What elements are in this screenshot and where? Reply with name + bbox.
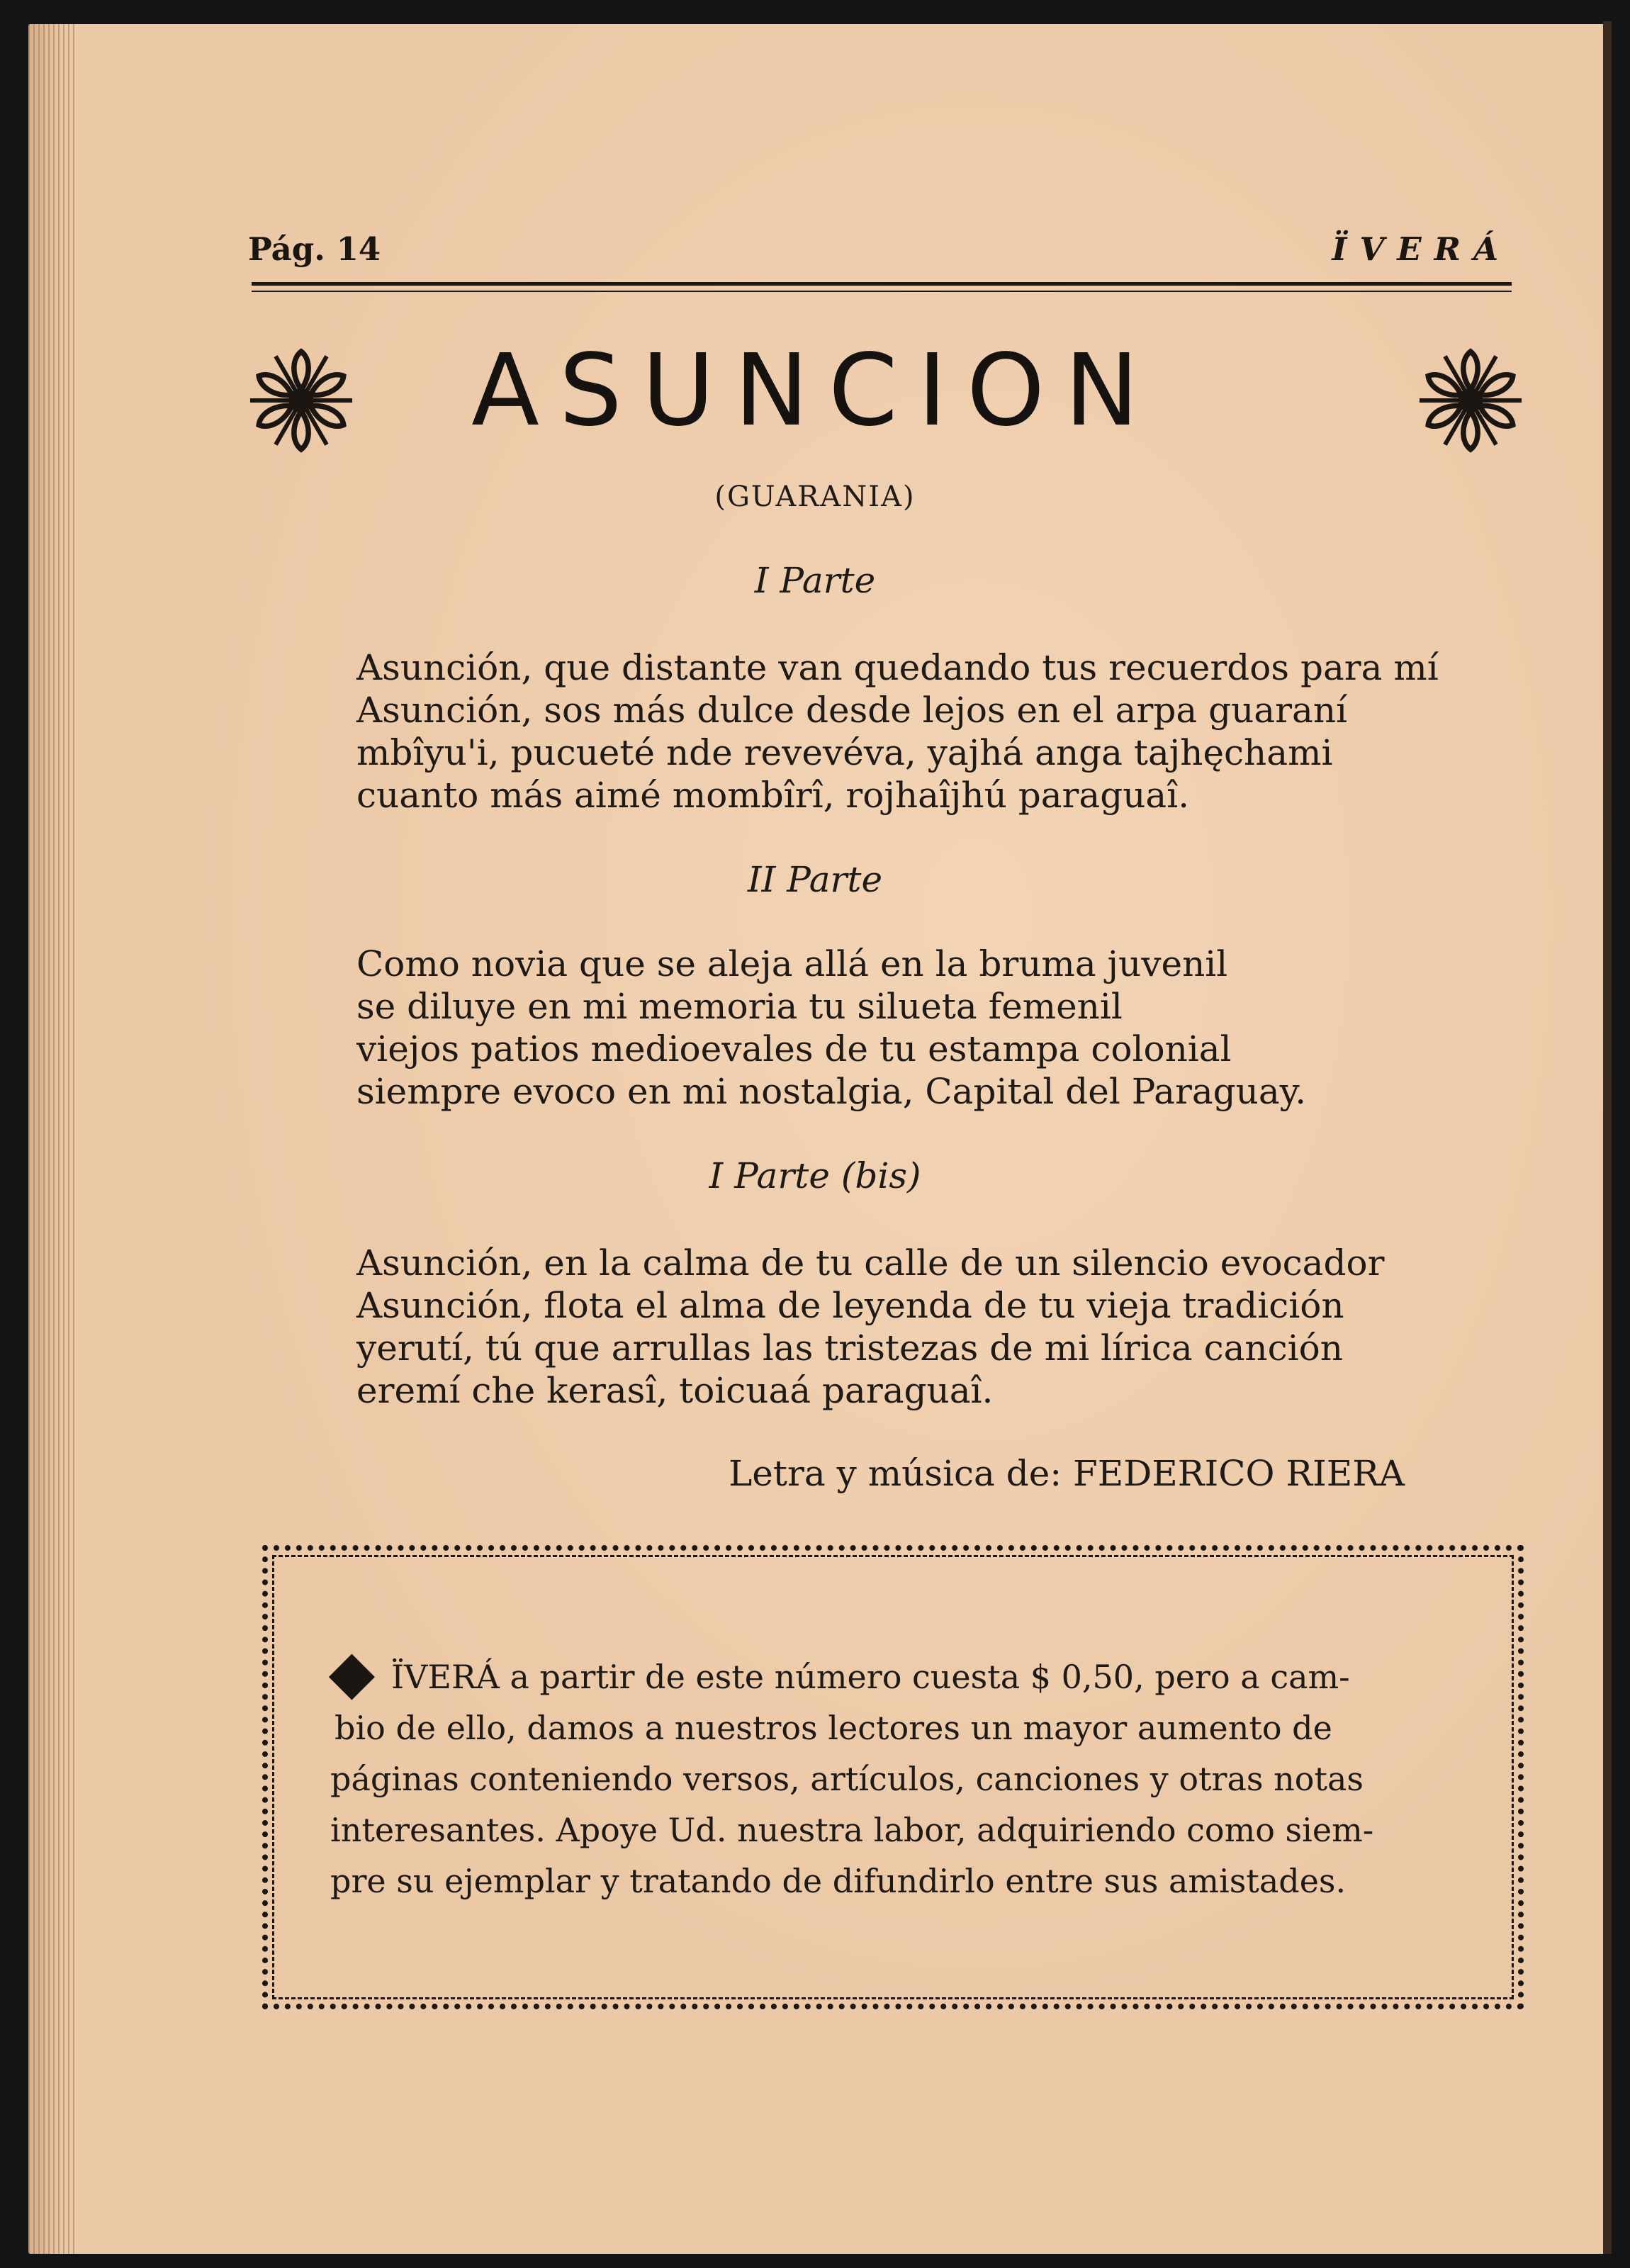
verse-line: se diluye en mi memoria tu silueta femenil [356,986,1123,1027]
verse-line: Como novia que se aleja allá en la bruma juvenil [356,943,1228,984]
verse-line: cuanto más aimé mombîrî, rojhaîjhú paraguaî. [356,775,1190,816]
verse-line: mbîyu'i, pucueté nde revevéva, yajhá anga tajhęchami [356,732,1333,773]
verse-line: Asunción, en la calma de tu calle de un silencio evocador [356,1242,1385,1284]
diamond-bullet-icon [329,1654,375,1700]
magazine-name: ÏVERÁ [1332,230,1511,268]
verse-line: Asunción, sos más dulce desde lejos en el arpa guaraní [356,690,1348,731]
verse-line: Asunción, que distante van quedando tus recuerdos para mí [356,647,1439,688]
section-heading: I Parte (bis) [709,1155,921,1196]
verse-block [356,646,1490,816]
verse-line: viejos patios medioevales de tu estampa colonial [356,1028,1232,1070]
notice-line: bio de ello, damos a nuestros lectores un mayor aumento de [335,1709,1332,1747]
verse-line: yerutí, tú que arrullas las tristezas de mi lírica canción [356,1327,1343,1369]
header-rule-thin [252,291,1512,292]
flower-ornament-icon [1417,347,1524,454]
song-genre: (GUARANIA) [714,481,916,513]
notice-line: pre su ejemplar y tratando de difundirlo entre sus amistades. [330,1862,1347,1900]
notice-line: ÏVERÁ a partir de este número cuesta $ 0,50, pero a cam- [335,1651,1447,1702]
section-heading: II Parte [747,859,883,900]
song-credit: Letra y música de: FEDERICO RIERA [729,1453,1405,1494]
page-number: Pág. 14 [248,230,381,268]
header-rule-thick [252,282,1512,286]
verse-block [356,943,1490,1113]
verse-line: eremí che kerasî, toicuaá paraguaî. [356,1370,994,1411]
notice-text [330,1651,1447,1907]
verse-block [356,1242,1490,1412]
section-heading: I Parte [754,560,876,601]
verse-line: Asunción, flota el alma de leyenda de tu vieja tradición [356,1285,1344,1326]
verse-line: siempre evoco en mi nostalgia, Capital del Paraguay. [356,1071,1307,1112]
notice-line: páginas conteniendo versos, artículos, canciones y otras notas [330,1760,1364,1798]
notice-line: interesantes. Apoye Ud. nuestra labor, adquiriendo como siem- [330,1811,1374,1849]
song-title: ASUNCION [471,333,1159,449]
